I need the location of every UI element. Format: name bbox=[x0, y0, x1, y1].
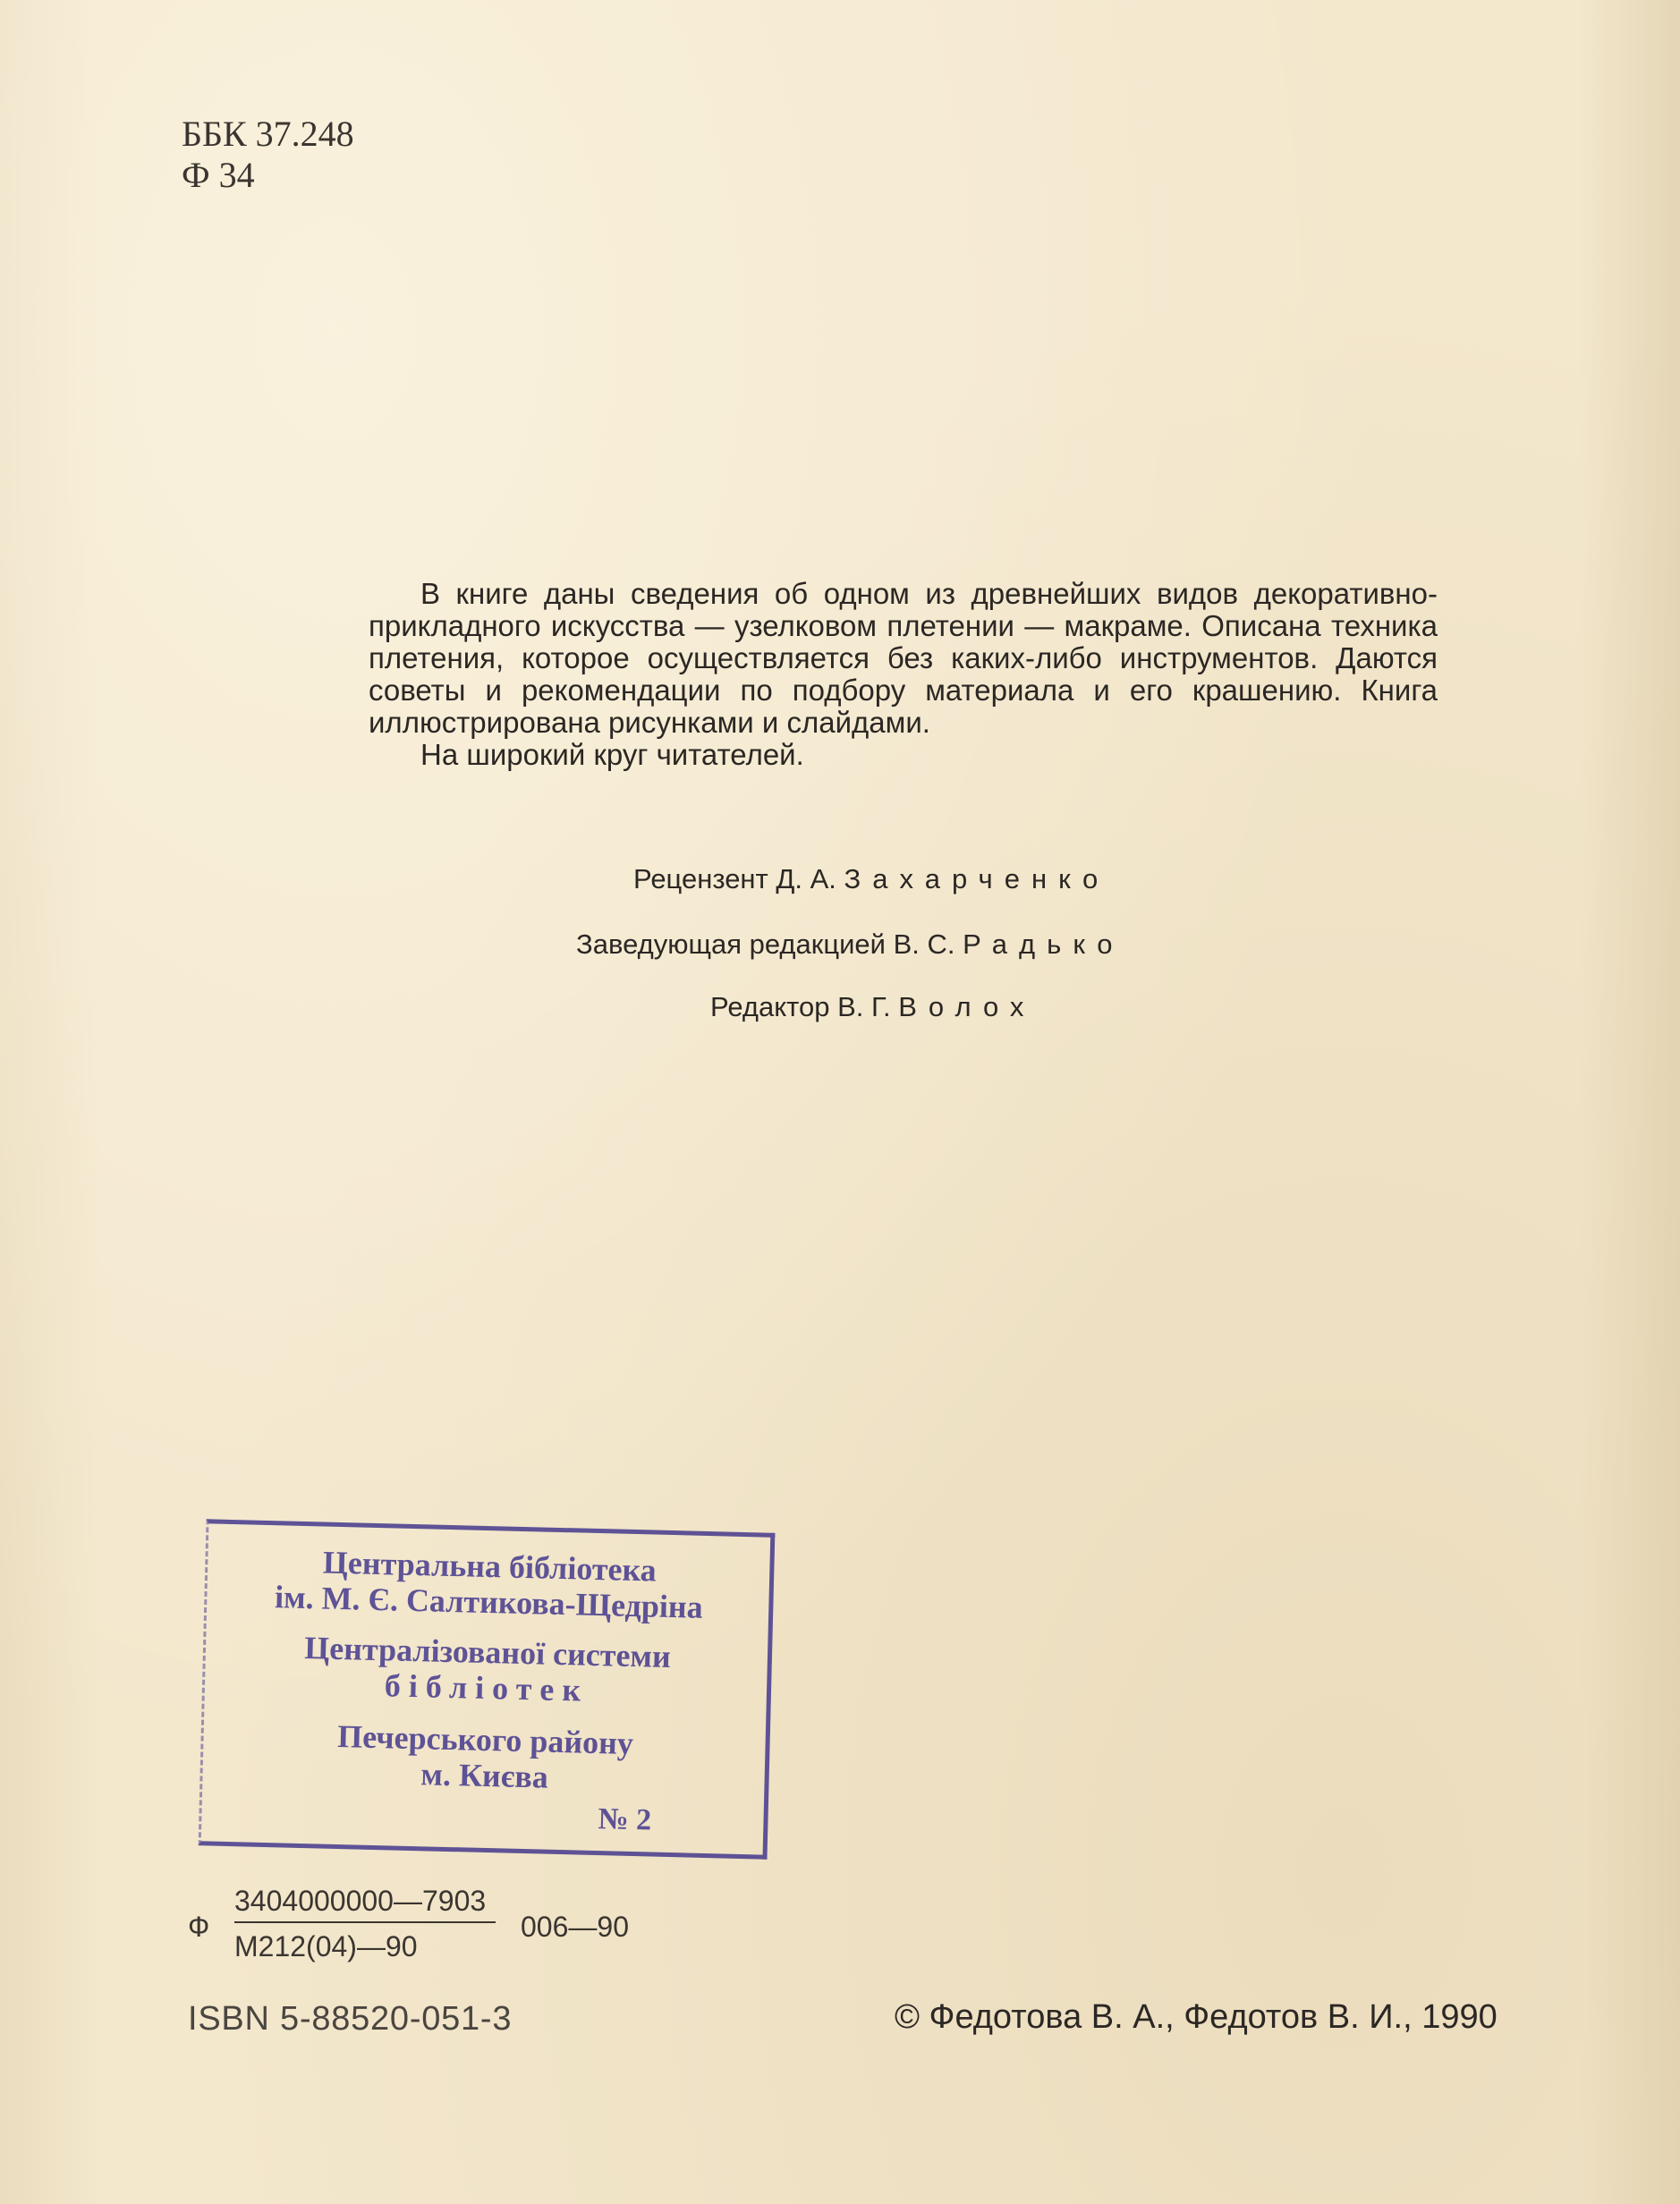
publishing-index-denominator: М212(04)—90 bbox=[234, 1930, 418, 1962]
stamp-line: Централізованої системи bbox=[303, 1630, 672, 1675]
library-stamp bbox=[199, 1519, 776, 1859]
publishing-index-code: 006—90 bbox=[521, 1911, 629, 1943]
bbk-code: ББК 37.248 bbox=[182, 114, 354, 154]
stamp-number: № 2 bbox=[598, 1802, 652, 1837]
annotation-text: В книге даны сведения об одном из древнейших видов декоративно-прикладного искусства — узелковом плетении — макраме. Описана техника плетения, которое осуществляется без каких-либо инструментов. Даются советы и рекомендации по подбору материала и его крашению. Книга иллюстрирована рисунками и слайдами. bbox=[369, 577, 1438, 739]
credit-head-editor bbox=[576, 927, 1124, 962]
stamp-line: Печерського району bbox=[336, 1717, 634, 1762]
fraction-rule bbox=[234, 1921, 496, 1923]
stamp-line: Центральна бібліотека bbox=[322, 1544, 658, 1589]
annotation bbox=[369, 578, 1438, 771]
stamp-line: ім. М. Є. Салтикова-Щедріна bbox=[274, 1579, 704, 1625]
credit-editor bbox=[710, 989, 1035, 1025]
credit-role: Рецензент bbox=[633, 863, 768, 894]
stamp-line: бібліотек bbox=[384, 1667, 590, 1708]
publishing-index-letter: Ф bbox=[188, 1911, 210, 1943]
credit-reviewer bbox=[633, 861, 1109, 897]
publishing-index-numerator: 3404000000—7903 bbox=[234, 1885, 487, 1917]
copyright: © Федотова В. А., Федотов В. И., 1990 bbox=[895, 1998, 1498, 2036]
author-mark: Ф 34 bbox=[182, 155, 255, 195]
annotation-audience: На широкий круг читателей. bbox=[420, 738, 804, 771]
isbn: ISBN 5-88520-051-3 bbox=[188, 2000, 513, 2038]
credit-initials: Д. А. bbox=[776, 863, 836, 894]
credit-surname: Волох bbox=[898, 991, 1036, 1022]
credit-role: Редактор bbox=[710, 991, 830, 1022]
credit-initials: В. С. bbox=[893, 928, 955, 960]
credit-surname: Радько bbox=[963, 928, 1124, 960]
credit-initials: В. Г. bbox=[837, 991, 891, 1022]
stamp-line: м. Києва bbox=[420, 1756, 549, 1795]
credit-surname: Захарченко bbox=[844, 863, 1110, 894]
credit-role: Заведующая редакцией bbox=[576, 928, 886, 960]
